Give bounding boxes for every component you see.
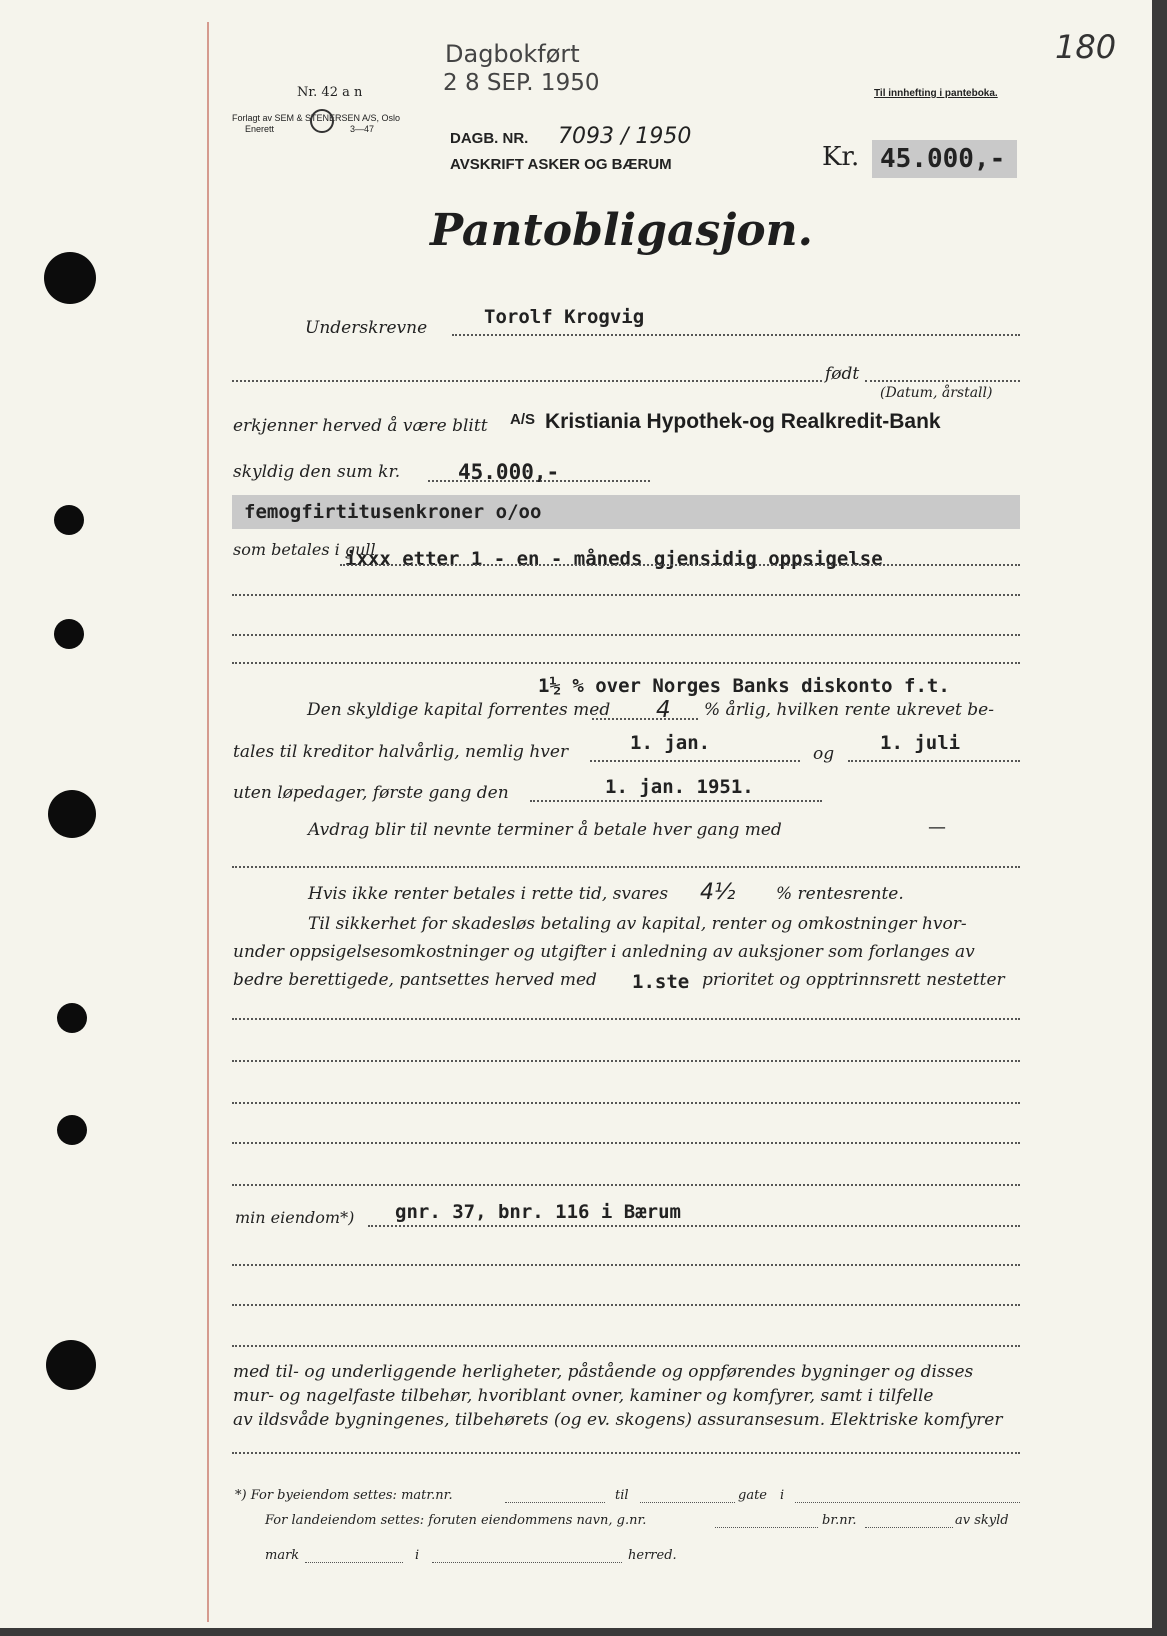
date-note: (Datum, årstall) xyxy=(880,385,993,401)
binder-hole xyxy=(54,505,84,535)
penalty-text: Hvis ikke renter betales i rette tid, svares xyxy=(308,884,669,904)
interest-text-2: % årlig, hvilken rente ukrevet be- xyxy=(704,700,994,720)
footnote-line: mark xyxy=(265,1548,300,1563)
binder-hole xyxy=(54,619,84,649)
footnote-line: *) For byeiendom settes: matr.nr. xyxy=(235,1488,453,1503)
first-date-line xyxy=(530,800,822,802)
appurtenance-line: av ildsvåde bygningenes, tilbehørets (og ev. skogens) assuransesum. Elektriske komfyrer xyxy=(233,1410,1003,1430)
date1-line xyxy=(590,760,800,762)
binder-hole xyxy=(46,1340,96,1390)
security-line: bedre berettigede, pantsettes herved med xyxy=(233,970,597,990)
footnote-dots xyxy=(640,1502,735,1503)
document-title: Pantobligasjon. xyxy=(430,205,813,256)
footnote-word: til xyxy=(615,1488,629,1503)
footnote-word: gate xyxy=(738,1488,767,1503)
dagbokfort-stamp: Dagbokført xyxy=(445,40,580,68)
undersigned-label: Underskrevne xyxy=(305,318,428,338)
date2-line xyxy=(848,760,1020,762)
blank-line xyxy=(232,866,1020,868)
born-label: født xyxy=(825,364,860,384)
footnote-word: i xyxy=(415,1548,420,1563)
binder-hole xyxy=(57,1003,87,1033)
blank-line xyxy=(232,662,1020,664)
binder-hole xyxy=(48,790,96,838)
blank-line xyxy=(232,634,1020,636)
blank-line xyxy=(232,1060,1020,1062)
amount-box: 45.000,- xyxy=(872,140,1017,178)
footnote-dots xyxy=(432,1562,622,1563)
amount-words-field: femogfirtitusenkroner o/oo xyxy=(232,495,1020,529)
form-number: Nr. 42 a n xyxy=(297,85,363,100)
security-line: Til sikkerhet for skadesløs betaling av kapital, renter og omkostninger hvor- xyxy=(308,914,967,934)
blank-line xyxy=(232,1018,1020,1020)
undersigned-line xyxy=(452,334,1020,336)
born-line-left xyxy=(232,380,822,382)
security-line: prioritet og opptrinnsrett nestetter xyxy=(702,970,1005,990)
blank-line xyxy=(232,1264,1020,1266)
debt-amount: 45.000,- xyxy=(458,460,560,484)
filing-note: Til innhefting i panteboka. xyxy=(874,88,998,99)
interest-note: 1½ % over Norges Banks diskonto f.t. xyxy=(538,675,950,697)
blank-line xyxy=(232,594,1020,596)
blank-line xyxy=(232,1452,1020,1454)
binder-hole xyxy=(44,252,96,304)
payable-line xyxy=(340,564,1020,566)
binder-hole xyxy=(57,1115,87,1145)
footnote-word: i xyxy=(780,1488,785,1503)
footnote-line: For landeiendom settes: foruten eiendommens navn, g.nr. xyxy=(265,1513,647,1528)
blank-line xyxy=(232,1102,1020,1104)
debt-label: skyldig den sum kr. xyxy=(233,462,401,482)
footnote-dots xyxy=(865,1527,953,1528)
date1: 1. jan. xyxy=(630,732,711,754)
property-value: gnr. 37, bnr. 116 i Bærum xyxy=(395,1201,681,1223)
first-date: 1. jan. 1951. xyxy=(605,776,754,798)
footnote-dots xyxy=(505,1502,605,1503)
creditor-prefix: A/S xyxy=(510,411,536,428)
first-date-text: uten løpedager, første gang den xyxy=(233,783,509,803)
installment-text: Avdrag blir til nevnte terminer å betale hver gang med xyxy=(308,820,782,840)
security-line: under oppsigelsesomkostninger og utgifter i anledning av auksjoner som forlanges av xyxy=(233,942,975,962)
owes-label: erkjenner herved å være blitt xyxy=(233,416,488,436)
publisher-date: 3—47 xyxy=(350,124,375,134)
date2: 1. juli xyxy=(880,732,961,754)
penalty-text-2: % rentesrente. xyxy=(776,884,904,904)
dagb-label: DAGB. NR. xyxy=(450,130,529,147)
publisher: Forlagt av SEM & STENERSEN A/S, Oslo xyxy=(232,113,401,123)
installment-value: — xyxy=(928,817,946,838)
payable-label: som betales i gull xyxy=(233,540,376,559)
avskrift-stamp: AVSKRIFT ASKER OG BÆRUM xyxy=(450,156,672,173)
property-line xyxy=(368,1225,1020,1227)
interest-text: Den skyldige kapital forrentes med xyxy=(307,700,611,720)
footnote-word: herred. xyxy=(628,1548,677,1563)
blank-line xyxy=(232,1345,1020,1347)
blank-line xyxy=(232,1184,1020,1186)
penalty-rate: 4½ xyxy=(700,880,736,905)
publisher-line2: Enerett xyxy=(245,124,275,134)
footnote-word: br.nr. xyxy=(822,1513,857,1528)
stamp-date: 2 8 SEP. 1950 xyxy=(443,70,600,96)
undersigned-name: Torolf Krogvig xyxy=(484,306,645,328)
blank-line xyxy=(232,1142,1020,1144)
appurtenance-line: mur- og nagelfaste tilbehør, hvoriblant ovner, kaminer og komfyrer, samt i tilfelle xyxy=(233,1386,934,1406)
blank-line xyxy=(232,1304,1020,1306)
interest-rate: 4 xyxy=(656,697,671,723)
payment-text: tales til kreditor halvårlig, nemlig hver xyxy=(233,742,569,762)
footnote-dots xyxy=(795,1502,1020,1503)
appurtenance-line: med til- og underliggende herligheter, påstående og oppførendes bygninger og disses xyxy=(233,1362,974,1382)
footnote-dots xyxy=(305,1562,403,1563)
interest-line xyxy=(592,718,698,720)
publisher-logo xyxy=(310,109,334,133)
property-label: min eiendom*) xyxy=(235,1208,355,1227)
payable-terms: ixxx etter 1 - en - måneds gjensidig oppsigelse xyxy=(345,548,883,570)
kr-label: Kr. xyxy=(822,142,860,172)
margin-rule xyxy=(207,22,209,1622)
creditor-name: Kristiania Hypothek-og Realkredit-Bank xyxy=(545,410,941,433)
footnote-dots xyxy=(715,1527,818,1528)
born-line-right xyxy=(865,380,1020,382)
dagb-value: 7093 / 1950 xyxy=(558,124,692,149)
og-text: og xyxy=(813,744,835,764)
footnote-word: av skyld xyxy=(955,1513,1009,1528)
page-number: 180 xyxy=(1055,28,1117,66)
priority: 1.ste xyxy=(632,971,690,993)
